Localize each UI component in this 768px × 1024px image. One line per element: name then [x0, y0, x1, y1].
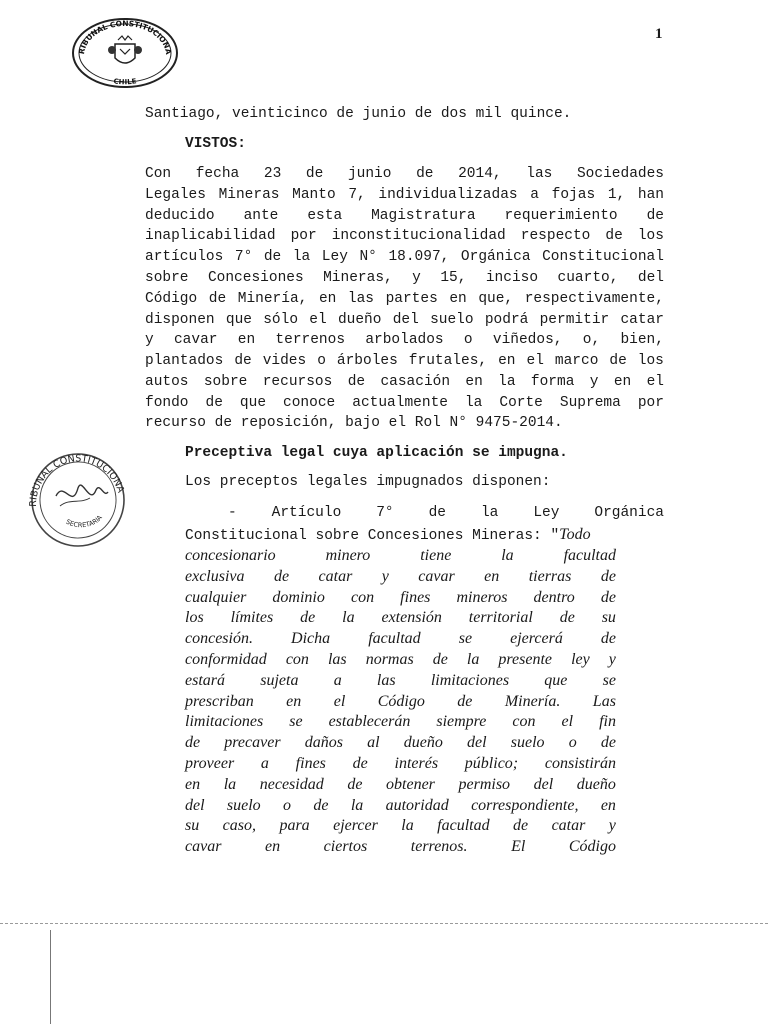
word: las	[526, 166, 553, 182]
word: Legales	[145, 186, 206, 203]
word: minero	[325, 547, 371, 564]
word: conoce	[283, 394, 336, 411]
word: prescriban	[185, 692, 254, 710]
word: y	[589, 374, 599, 390]
word: de	[300, 609, 316, 627]
word: del	[533, 775, 554, 793]
word: y	[608, 817, 616, 835]
word: Mineras	[218, 186, 280, 203]
word: cavar	[418, 567, 455, 585]
word: tierras	[528, 567, 572, 585]
word: al	[367, 734, 380, 752]
word: o	[568, 734, 577, 752]
word: Dicha	[291, 630, 331, 648]
word: permitir	[539, 311, 610, 328]
word: El	[511, 838, 526, 856]
word: podrá	[484, 311, 529, 328]
word: se	[289, 713, 303, 731]
text-line	[145, 393, 664, 413]
word: y	[608, 651, 616, 668]
word: fin	[599, 713, 616, 731]
word: correspondiente,	[471, 796, 579, 814]
word: 2014,	[458, 166, 502, 182]
word: precaver	[224, 734, 281, 752]
word: sujeta	[260, 671, 299, 689]
word: para	[279, 817, 310, 835]
word: casación	[380, 374, 451, 390]
word: autos	[145, 374, 189, 390]
word: el	[333, 692, 346, 710]
word: catar	[620, 311, 664, 328]
text-line	[185, 546, 616, 566]
signature-scribble-icon	[56, 485, 108, 506]
word: el	[526, 353, 544, 370]
word: de	[263, 249, 282, 266]
word: ante	[243, 207, 279, 224]
word: daños	[304, 734, 343, 752]
word: Magistratura	[371, 207, 476, 224]
seal-top-lower-text: CHILE	[112, 77, 138, 87]
word: Código	[377, 692, 425, 710]
word: o	[317, 353, 326, 370]
word: dominio	[272, 588, 325, 606]
word: en	[286, 692, 302, 710]
word: de	[185, 734, 201, 752]
paragraph-last-line: recurso de reposición, bajo el Rol N° 9475-2014.	[145, 415, 563, 431]
word: dueño	[576, 775, 616, 793]
word: su	[185, 817, 200, 835]
section-heading: Preceptiva legal cuya aplicación se impugna.	[185, 445, 568, 461]
word: establecerán	[328, 713, 411, 731]
word: facultad	[563, 547, 616, 564]
word: el	[309, 311, 327, 328]
word: Sociedades	[576, 166, 664, 182]
word: presente	[498, 651, 553, 668]
text-line	[228, 503, 664, 523]
text-line	[185, 629, 616, 649]
word: concesionario	[185, 547, 276, 564]
word: inaplicabilidad	[145, 228, 276, 245]
word: Suprema	[559, 394, 621, 411]
word: de	[273, 567, 290, 585]
svg-text:SECRETARIA	[65, 513, 105, 529]
word: fines	[400, 588, 431, 606]
svg-text:CHILE	[113, 77, 137, 86]
word: han	[637, 186, 664, 203]
word: sobre	[145, 270, 189, 286]
quote-second-line	[185, 525, 591, 546]
word: concesión.	[185, 630, 253, 648]
word: la	[464, 394, 483, 411]
word: cavar	[185, 838, 222, 856]
word: siempre	[436, 713, 487, 731]
word: de	[313, 796, 329, 814]
word: el	[646, 374, 664, 390]
word: tiene	[420, 547, 452, 564]
word: de	[600, 567, 616, 585]
word: dueño	[403, 734, 443, 752]
word: Manto	[292, 186, 336, 203]
word: del	[637, 270, 664, 286]
word: obtener	[386, 775, 435, 793]
text-line	[145, 372, 664, 392]
seal-side-lower-text: SECRETARIA	[64, 513, 104, 530]
word: suelo	[226, 796, 261, 814]
word: partes	[385, 290, 438, 307]
word: normas	[365, 651, 414, 668]
word: en	[318, 290, 337, 307]
word: y	[381, 567, 389, 585]
date-line: Santiago, veinticinco de junio de dos mil quince.	[145, 106, 572, 122]
word: de	[646, 207, 664, 224]
word: junio	[347, 166, 392, 182]
word: terrenos.	[410, 838, 468, 856]
word: respecto	[520, 228, 591, 245]
word: de	[347, 775, 363, 793]
word: en	[600, 796, 616, 814]
word: que,	[478, 290, 514, 307]
word: suelo	[510, 734, 545, 752]
word: limitaciones	[185, 713, 264, 731]
word: en	[185, 775, 201, 793]
word: sobre	[203, 374, 248, 390]
word: fines	[295, 755, 326, 772]
word: en	[465, 374, 483, 390]
word: en	[237, 332, 256, 349]
text-line	[145, 164, 664, 184]
word: en	[449, 290, 467, 307]
tribunal-seal-top	[70, 16, 180, 90]
word: el	[561, 713, 574, 731]
word: en	[498, 353, 516, 370]
word: Corte	[499, 394, 543, 411]
word: de	[305, 166, 324, 182]
word: de	[559, 609, 575, 627]
word: la	[501, 547, 514, 564]
word: a	[333, 671, 342, 689]
word: la	[480, 505, 499, 521]
word: territorial	[468, 609, 533, 627]
word: forma	[530, 374, 575, 390]
word: catar	[318, 567, 353, 585]
word: cuarto,	[557, 270, 619, 286]
word: Constitucional	[542, 249, 664, 266]
word: se	[602, 671, 616, 689]
word: esta	[307, 207, 343, 224]
word: la	[401, 817, 414, 835]
word: Con	[145, 166, 172, 182]
word: 7°	[376, 505, 394, 521]
text-line	[145, 185, 664, 205]
word: limitaciones	[430, 671, 510, 689]
word: de	[208, 290, 227, 307]
word: Código	[145, 290, 198, 307]
word: autoridad	[385, 796, 449, 814]
word: -	[228, 505, 237, 521]
word: frutales,	[408, 353, 488, 370]
text-line	[145, 226, 664, 246]
word: de	[609, 353, 627, 370]
word: de	[605, 228, 623, 245]
word: las	[327, 651, 347, 668]
word: caso,	[222, 817, 256, 835]
quote-second-line-text: Constitucional sobre Concesiones Mineras: "	[185, 528, 560, 544]
word: Orgánica	[460, 249, 531, 266]
text-line	[185, 712, 616, 732]
word: de	[205, 394, 223, 411]
word: interés	[394, 755, 439, 772]
word: respectivamente,	[524, 290, 664, 307]
word: estará	[185, 671, 225, 689]
text-line	[185, 775, 616, 795]
word: conformidad	[185, 651, 267, 668]
page-number: 1	[655, 26, 663, 42]
word: de	[416, 166, 434, 182]
seal-side-upper-text: RIBUNAL CONSTITUCIONA	[27, 453, 127, 507]
word: las	[347, 290, 375, 307]
word: inconstitucionalidad	[331, 228, 506, 245]
word: a	[530, 186, 539, 203]
text-line	[185, 816, 616, 836]
word: del	[185, 796, 205, 814]
word: con	[285, 651, 309, 668]
text-line	[185, 650, 616, 670]
word: de	[352, 755, 368, 772]
word: los	[637, 353, 664, 370]
word: sólo	[263, 311, 299, 328]
word: de	[457, 692, 473, 710]
word: deducido	[145, 207, 215, 224]
word: Código	[568, 838, 616, 856]
word: ciertos	[323, 838, 368, 856]
word: marco	[554, 353, 599, 370]
word: fojas	[551, 186, 596, 203]
word: límites	[230, 609, 274, 627]
word: 1,	[607, 186, 626, 203]
word: las	[376, 671, 396, 689]
word: en	[265, 838, 281, 856]
word: Orgánica	[594, 505, 664, 521]
word: los	[637, 228, 664, 245]
text-line	[185, 796, 616, 816]
word: actualmente	[352, 394, 448, 411]
page-left-margin-rule	[50, 930, 51, 1024]
text-line	[185, 692, 616, 712]
text-line	[185, 671, 616, 691]
word: Concesiones	[207, 270, 304, 286]
word: cavar	[173, 332, 218, 349]
word: y	[145, 332, 154, 349]
word: del	[467, 734, 487, 752]
word: la	[350, 796, 364, 814]
word: suelo	[430, 311, 474, 328]
word: plantados	[145, 353, 224, 370]
word: 23	[263, 166, 282, 182]
word: que	[225, 311, 252, 328]
word: 18.097,	[388, 249, 450, 266]
text-line	[185, 733, 616, 753]
word: ley	[571, 651, 590, 668]
word: cualquier	[185, 588, 247, 606]
word: dentro	[533, 588, 575, 606]
word: en	[613, 374, 632, 390]
word: de	[600, 588, 616, 606]
word: que	[239, 394, 267, 411]
word: con	[512, 713, 536, 731]
secretaria-seal	[20, 440, 130, 558]
word: los	[185, 609, 204, 627]
word: 7°	[234, 249, 253, 266]
text-line	[145, 247, 664, 267]
word: 15,	[440, 270, 467, 286]
word: requerimiento	[504, 207, 618, 224]
text-line	[145, 268, 664, 288]
word: la	[466, 651, 480, 668]
word: ejercer	[333, 817, 378, 835]
seal-top-upper-text: RIBUNAL CONSTITUCIONA	[76, 18, 174, 56]
word: se	[458, 630, 473, 648]
word: del	[392, 311, 419, 328]
word: árboles	[336, 353, 398, 370]
word: bien,	[620, 332, 664, 349]
word: por	[290, 228, 317, 245]
vistos-heading: VISTOS:	[185, 136, 246, 152]
word: fondo	[145, 394, 189, 411]
word: la	[342, 609, 355, 627]
word: inciso	[485, 270, 539, 286]
word: o	[463, 332, 473, 349]
word: 7,	[348, 186, 366, 203]
text-line	[145, 206, 664, 226]
word: vides	[262, 353, 307, 370]
word: Artículo	[271, 505, 342, 521]
word: exclusiva	[185, 567, 245, 585]
text-line	[185, 837, 616, 857]
word: permiso	[458, 775, 511, 793]
word: y	[412, 270, 421, 286]
word: de	[513, 817, 529, 835]
word: Minería,	[237, 290, 308, 307]
word: Mineras,	[323, 270, 393, 286]
word: en	[484, 567, 500, 585]
word: o,	[582, 332, 601, 349]
word: extensión	[381, 609, 442, 627]
text-line	[145, 351, 664, 371]
word: por	[637, 394, 664, 411]
word: recursos	[262, 374, 333, 390]
word: disponen	[145, 311, 215, 328]
word: Ley	[321, 249, 348, 266]
quote-second-line-italic: Todo	[559, 526, 591, 543]
text-line	[185, 567, 616, 587]
coat-of-arms-icon	[108, 36, 142, 63]
text-line	[145, 289, 664, 309]
word: artículos	[145, 249, 224, 266]
word: proveer	[185, 755, 235, 772]
word: facultad	[437, 817, 490, 835]
word: N°	[359, 249, 377, 266]
word: arbolados	[365, 332, 444, 349]
word: de	[428, 505, 446, 521]
word: fecha	[195, 166, 240, 182]
section-intro: Los preceptos legales impugnados disponen:	[185, 474, 551, 490]
word: con	[350, 588, 375, 606]
word: a	[260, 755, 269, 772]
word: viñedos,	[492, 332, 563, 349]
word: de	[432, 651, 448, 668]
word: mineros	[456, 588, 508, 606]
word: de	[234, 353, 252, 370]
text-line	[145, 330, 664, 350]
word: público;	[464, 755, 519, 772]
word: de	[347, 374, 366, 390]
word: catar	[551, 817, 586, 835]
word: necesidad	[259, 775, 324, 793]
word: la	[292, 249, 311, 266]
word: que	[544, 671, 568, 689]
word: o	[283, 796, 292, 814]
word: Las	[592, 692, 616, 710]
text-line	[185, 588, 616, 608]
page-bottom-rule	[0, 923, 768, 924]
text-line	[185, 754, 616, 774]
word: Ley	[533, 505, 560, 521]
word: dueño	[337, 311, 382, 328]
word: individualizadas	[378, 186, 518, 203]
word: facultad	[368, 630, 421, 648]
word: de	[600, 734, 616, 752]
word: de	[600, 630, 616, 648]
word: terrenos	[275, 332, 346, 349]
word: ejercerá	[510, 630, 563, 648]
word: la	[223, 775, 237, 793]
word: consistirán	[544, 755, 616, 772]
word: la	[498, 374, 516, 390]
text-line	[145, 310, 664, 330]
word: su	[601, 609, 616, 627]
word: Minería.	[504, 692, 561, 710]
text-line	[185, 608, 616, 628]
